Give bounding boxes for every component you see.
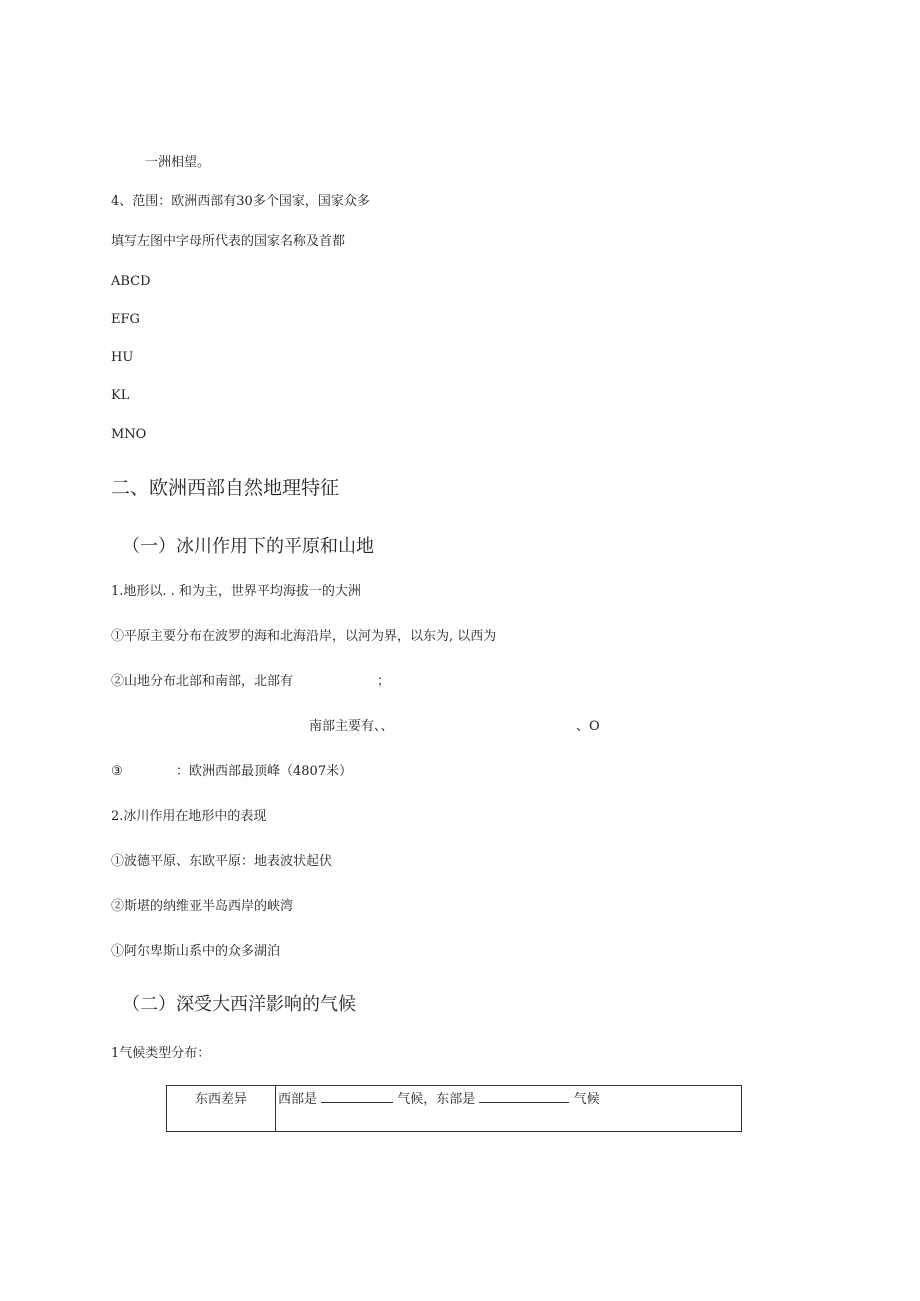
text-line: ①平原主要分布在波罗的海和北海沿岸，以河为界，以东为, 以西为 [111,629,497,644]
subsection-heading: （一）冰川作用下的平原和山地 [122,536,374,557]
answer-blank[interactable] [321,1090,393,1103]
text-line: 、O [576,719,600,734]
answer-blank[interactable] [479,1090,569,1103]
text-line: ③ [111,764,123,779]
east-label: 气候，东部是 [397,1092,476,1107]
table-cell-label: 东西差异 [167,1086,276,1132]
text-line: ②山地分布北部和南部，北部有 [111,674,294,689]
text-line: 1气候类型分布： [111,1046,211,1061]
text-line: ②斯堪的纳维亚半岛西岸的峡湾 [111,899,294,914]
text-line: EFG [111,312,140,327]
text-line: 4、范围：欧洲西部有30多个国家，国家众多 [111,194,370,209]
text-line: KL [111,388,130,403]
text-line: ①阿尔卑斯山系中的众多湖泊 [111,944,281,959]
subsection-heading: （二）深受大西洋影响的气候 [122,994,356,1015]
text-line: 填写左图中字母所代表的国家名称及首都 [111,234,346,249]
table-row [167,1086,742,1132]
climate-label: 气候 [573,1092,600,1107]
climate-table [166,1085,742,1132]
text-line: 南部主要有、、 [309,719,394,734]
text-line: ； [377,674,391,689]
table-cell-answer [276,1086,742,1132]
text-line: 2.冰川作用在地形中的表现 [111,809,267,824]
text-line: ①波德平原、东欧平原：地表波状起伏 [111,854,333,869]
text-line: 1.地形以. . 和为主，世界平均海拔一的大洲 [111,584,361,599]
text-line: ：欧洲西部最顶峰（4807米） [176,764,353,779]
section-heading: 二、欧洲西部自然地理特征 [111,477,340,499]
text-line: ABCD [111,274,151,289]
text-line: HU [111,350,134,365]
text-line: MNO [111,427,147,442]
text-line: 一洲相望。 [145,155,211,170]
west-label: 西部是 [278,1092,318,1107]
